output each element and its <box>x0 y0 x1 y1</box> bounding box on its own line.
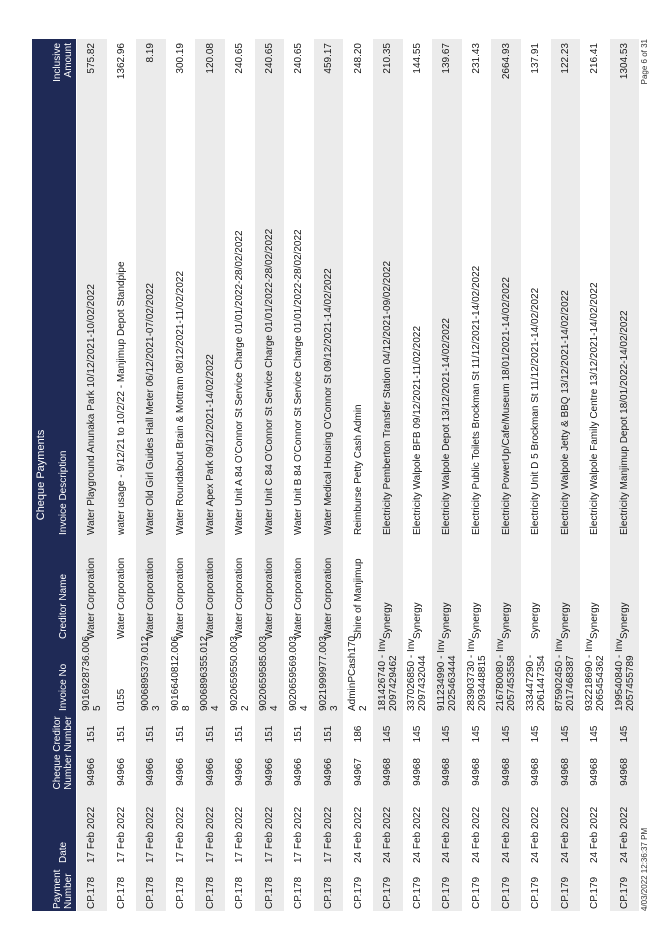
creditor-name-cell: Synergy <box>471 602 483 639</box>
inclusive-amount-cell: 248.20 <box>352 43 364 74</box>
invoice-no-line: 3 <box>150 705 162 711</box>
invoice-no-cell <box>343 635 373 711</box>
creditor-name-cell: Water Corporation <box>86 557 98 639</box>
header-payment-number: Payment Number <box>52 869 74 909</box>
cheque-number-cell: 94968 <box>411 758 423 786</box>
cheque-number-cell: 94966 <box>323 758 335 786</box>
header-cheque-number: Cheque Number <box>52 754 74 790</box>
date-cell: 24 Feb 2022 <box>500 806 512 863</box>
table-row <box>107 39 137 911</box>
invoice-no-cell <box>107 641 137 711</box>
payment-number-cell: CP.179 <box>352 876 364 909</box>
invoice-no-cell <box>462 638 492 711</box>
creditor-number-cell: 186 <box>352 725 364 743</box>
inclusive-amount-cell: 8.19 <box>145 43 157 63</box>
cheque-number-cell: 94968 <box>559 758 571 786</box>
invoice-no-line: 2093448815 <box>476 655 488 711</box>
invoice-description-cell: Water Roundabout Brain & Mottram 08/12/2021-11/02/2022 <box>175 270 187 535</box>
invoice-description-cell: Electricity PowerUp/Cafe/Museum 18/01/2021-14/02/2022 <box>500 277 512 535</box>
inclusive-amount-cell: 2664.93 <box>500 43 512 80</box>
invoice-description-cell: Water Unit B 84 O'Connor St Service Charge 01/01/2022-28/02/2022 <box>293 229 305 535</box>
invoice-no-cell <box>284 635 314 711</box>
creditor-name-cell: Synergy <box>619 602 631 639</box>
header-creditor-number: Creditor Number <box>52 716 74 752</box>
invoice-description-cell: Water Medical Housing O'Connor St 09/12/2021-14/02/2022 <box>323 268 335 535</box>
inclusive-amount-cell: 300.19 <box>175 43 187 74</box>
payment-number-cell: CP.178 <box>175 876 187 909</box>
invoice-description-cell: water usage - 9/12/21 to 10/2/22 - Manjimup Depot Standpipe <box>115 261 127 535</box>
invoice-no-line: 9006895379.012 <box>139 635 151 711</box>
payment-number-cell: CP.178 <box>86 876 98 909</box>
date-cell: 17 Feb 2022 <box>145 806 157 863</box>
invoice-no-line: 9020659550.003 <box>228 635 240 711</box>
cheque-number-cell: 94966 <box>86 758 98 786</box>
invoice-description-cell: Electricity Pemberton Transfer Station 04/12/2021-09/02/2022 <box>382 260 394 535</box>
date-cell: 17 Feb 2022 <box>234 806 246 863</box>
creditor-name-cell: Synergy <box>500 602 512 639</box>
creditor-name-cell: Synergy <box>530 602 542 639</box>
invoice-no-line: 2057453558 <box>506 655 518 711</box>
date-cell: 24 Feb 2022 <box>559 806 571 863</box>
invoice-no-line: 875902450 - Inv <box>554 638 566 711</box>
invoice-description-cell: Electricity Public Toilets Brockman St 11/12/2021-14/02/2022 <box>471 265 483 535</box>
inclusive-amount-cell: 216.41 <box>589 43 601 74</box>
cheque-number-cell: 94966 <box>234 758 246 786</box>
footer-page-number: Page 6 of 31 <box>640 39 649 85</box>
table-row <box>432 39 462 911</box>
inclusive-amount-cell: 459.17 <box>323 43 335 74</box>
table-header <box>50 39 76 911</box>
payment-number-cell: CP.179 <box>441 876 453 909</box>
creditor-number-cell: 145 <box>619 725 631 743</box>
invoice-no-cell <box>432 641 462 711</box>
creditor-number-cell: 151 <box>234 725 246 743</box>
creditor-name-cell: Water Corporation <box>145 557 157 639</box>
invoice-no-cell <box>225 635 255 711</box>
date-cell: 17 Feb 2022 <box>293 806 305 863</box>
invoice-no-line: 199540840 - Inv <box>613 638 625 711</box>
invoice-no-line: 0155 <box>115 688 127 711</box>
cheque-number-cell: 94968 <box>471 758 483 786</box>
invoice-no-line: 932218690 - Inv <box>583 638 595 711</box>
inclusive-amount-cell: 1362.96 <box>115 43 127 80</box>
invoice-no-line: 2097432044 <box>417 655 429 711</box>
creditor-number-cell: 145 <box>441 725 453 743</box>
payment-number-cell: CP.178 <box>145 876 157 909</box>
invoice-no-line: 4 <box>298 705 310 711</box>
creditor-name-cell: Synergy <box>589 602 601 639</box>
payment-number-cell: CP.179 <box>619 876 631 909</box>
invoice-description-cell: Electricity Walpole BFB 09/12/2021-11/02/2022 <box>411 325 423 535</box>
invoice-description-cell: Water Unit A 84 O'Connor St Service Charge 01/01/2022-28/02/2022 <box>234 230 246 535</box>
invoice-description-cell: Electricity Walpole Depot 13/12/2021-14/02/2022 <box>441 318 453 535</box>
invoice-no-cell <box>521 641 551 711</box>
invoice-description-cell: Electricity Manjimup Depot 18/01/2022-14/02/2022 <box>619 310 631 535</box>
invoice-no-line: 9016640812.006 <box>169 635 181 711</box>
payment-number-cell: CP.179 <box>500 876 512 909</box>
creditor-name-cell: Synergy <box>441 602 453 639</box>
creditor-name-cell: Synergy <box>559 602 571 639</box>
invoice-no-line: 2 <box>358 705 370 711</box>
cheque-number-cell: 94967 <box>352 758 364 786</box>
payment-number-cell: CP.178 <box>293 876 305 909</box>
invoice-no-line: 2061447354 <box>535 655 547 711</box>
payment-number-cell: CP.178 <box>323 876 335 909</box>
invoice-description-cell: Water Playground Anunaka Park 10/12/2021-10/02/2022 <box>86 284 98 535</box>
table-row <box>551 39 581 911</box>
invoice-no-cell <box>373 638 403 711</box>
invoice-description-cell: Water Unit C 84 O'Connor St Service Charge 01/01/2022-28/02/2022 <box>263 228 275 535</box>
creditor-name-cell: Water Corporation <box>234 557 246 639</box>
invoice-no-cell <box>403 638 433 711</box>
invoice-description-cell: Electricity Unit D 5 Brockman St 11/12/2021-14/02/2022 <box>530 287 542 535</box>
inclusive-amount-cell: 139.67 <box>441 43 453 74</box>
invoice-no-cell <box>136 635 166 711</box>
payment-number-cell: CP.179 <box>530 876 542 909</box>
creditor-number-cell: 151 <box>293 725 305 743</box>
creditor-number-cell: 145 <box>589 725 601 743</box>
invoice-no-cell <box>166 635 196 711</box>
creditor-number-cell: 145 <box>411 725 423 743</box>
footer-timestamp: 4/03/2022 12:36:37 PM <box>640 827 649 911</box>
invoice-description-cell: Water Old Girl Guides Hall Meter 06/12/2021-07/02/2022 <box>145 283 157 535</box>
invoice-no-line: 5 <box>91 705 103 711</box>
creditor-name-cell: Water Corporation <box>323 557 335 639</box>
invoice-no-cell <box>610 638 640 711</box>
table-row <box>373 39 403 911</box>
cheque-number-cell: 94966 <box>115 758 127 786</box>
header-invoice-no: Invoice No <box>57 663 69 711</box>
payment-number-cell: CP.178 <box>234 876 246 909</box>
payment-number-cell: CP.178 <box>204 876 216 909</box>
cheque-number-cell: 94966 <box>175 758 187 786</box>
creditor-number-cell: 151 <box>323 725 335 743</box>
inclusive-amount-cell: 240.65 <box>293 43 305 74</box>
cheque-number-cell: 94966 <box>145 758 157 786</box>
invoice-no-line: 9020659585.003 <box>258 635 270 711</box>
date-cell: 17 Feb 2022 <box>115 806 127 863</box>
date-cell: 24 Feb 2022 <box>589 806 601 863</box>
invoice-no-cell <box>314 635 344 711</box>
invoice-no-line: 2057455789 <box>624 655 636 711</box>
creditor-name-cell: Water Corporation <box>204 557 216 639</box>
table-row <box>77 39 107 911</box>
inclusive-amount-cell: 144.55 <box>411 43 423 74</box>
invoice-no-cell <box>255 635 285 711</box>
table-row <box>166 39 196 911</box>
date-cell: 24 Feb 2022 <box>382 806 394 863</box>
table-row <box>255 39 285 911</box>
cheque-number-cell: 94968 <box>589 758 601 786</box>
table-row <box>610 39 640 911</box>
invoice-no-line: AdminPCash170 <box>347 635 359 711</box>
invoice-no-line: 9021999977.003 <box>317 635 329 711</box>
invoice-no-line: 2025463444 <box>446 655 458 711</box>
inclusive-amount-cell: 210.35 <box>382 43 394 74</box>
table-row <box>343 39 373 911</box>
date-cell: 17 Feb 2022 <box>175 806 187 863</box>
creditor-number-cell: 145 <box>471 725 483 743</box>
creditor-number-cell: 151 <box>86 725 98 743</box>
date-cell: 24 Feb 2022 <box>471 806 483 863</box>
invoice-no-line: 283903730 - Inv <box>465 638 477 711</box>
table-row <box>195 39 225 911</box>
creditor-number-cell: 151 <box>263 725 275 743</box>
creditor-number-cell: 151 <box>175 725 187 743</box>
creditor-name-cell: Water Corporation <box>115 557 127 639</box>
date-cell: 24 Feb 2022 <box>411 806 423 863</box>
invoice-no-line: 216780080 - Inv <box>495 638 507 711</box>
invoice-no-line: 9006896355.012 <box>199 635 211 711</box>
cheque-number-cell: 94968 <box>619 758 631 786</box>
invoice-no-cell <box>195 635 225 711</box>
inclusive-amount-cell: 120.08 <box>204 43 216 74</box>
date-cell: 17 Feb 2022 <box>263 806 275 863</box>
cheque-number-cell: 94966 <box>204 758 216 786</box>
date-cell: 17 Feb 2022 <box>86 806 98 863</box>
invoice-no-cell <box>77 635 107 711</box>
creditor-name-cell: Synergy <box>382 602 394 639</box>
creditor-name-cell: Water Corporation <box>293 557 305 639</box>
invoice-no-line: 181426740 - Inv <box>376 638 388 711</box>
creditor-name-cell: Synergy <box>411 602 423 639</box>
cheque-number-cell: 94966 <box>293 758 305 786</box>
invoice-description-cell: Water Apex Park 09/12/2021-14/02/2022 <box>204 354 216 535</box>
cheque-number-cell: 94968 <box>530 758 542 786</box>
inclusive-amount-cell: 231.43 <box>471 43 483 74</box>
cheque-number-cell: 94966 <box>263 758 275 786</box>
cheque-number-cell: 94968 <box>500 758 512 786</box>
table-row <box>491 39 521 911</box>
invoice-no-line: 4 <box>269 705 281 711</box>
header-invoice-description: Invoice Description <box>57 450 69 535</box>
creditor-name-cell: Water Corporation <box>175 557 187 639</box>
invoice-no-cell <box>491 638 521 711</box>
creditor-name-cell: Shire of Manjimup <box>352 558 364 639</box>
payment-number-cell: CP.178 <box>115 876 127 909</box>
table-row <box>403 39 433 911</box>
table-row <box>284 39 314 911</box>
invoice-no-line: 3 <box>328 705 340 711</box>
table-row <box>225 39 255 911</box>
invoice-no-line: 2 <box>239 705 251 711</box>
cheque-number-cell: 94968 <box>382 758 394 786</box>
invoice-no-line: 4 <box>210 705 222 711</box>
inclusive-amount-cell: 122.23 <box>559 43 571 74</box>
table-row <box>580 39 610 911</box>
report-title: Cheque Payments <box>32 39 50 911</box>
header-inclusive-amount: Inclusive Amount <box>52 43 74 82</box>
inclusive-amount-cell: 137.91 <box>530 43 542 74</box>
invoice-no-line: 2065454362 <box>594 655 606 711</box>
creditor-number-cell: 145 <box>559 725 571 743</box>
creditor-number-cell: 145 <box>382 725 394 743</box>
creditor-number-cell: 145 <box>530 725 542 743</box>
payment-number-cell: CP.178 <box>263 876 275 909</box>
invoice-description-cell: Electricity Walpole Family Centre 13/12/2021-14/02/2022 <box>589 282 601 535</box>
payment-number-cell: CP.179 <box>382 876 394 909</box>
invoice-no-line: 337026850 - Inv <box>406 638 418 711</box>
date-cell: 24 Feb 2022 <box>352 806 364 863</box>
payment-number-cell: CP.179 <box>411 876 423 909</box>
table-row <box>314 39 344 911</box>
date-cell: 24 Feb 2022 <box>619 806 631 863</box>
inclusive-amount-cell: 240.65 <box>263 43 275 74</box>
payment-number-cell: CP.179 <box>471 876 483 909</box>
cheque-number-cell: 94968 <box>441 758 453 786</box>
date-cell: 24 Feb 2022 <box>530 806 542 863</box>
creditor-number-cell: 145 <box>500 725 512 743</box>
invoice-no-line: 9016928736.006 <box>80 635 92 711</box>
date-cell: 17 Feb 2022 <box>204 806 216 863</box>
header-date: Date <box>57 841 69 863</box>
payment-number-cell: CP.179 <box>589 876 601 909</box>
creditor-name-cell: Water Corporation <box>263 557 275 639</box>
date-cell: 24 Feb 2022 <box>441 806 453 863</box>
invoice-no-line: 9020659569.003 <box>287 635 299 711</box>
table-row <box>521 39 551 911</box>
invoice-no-cell <box>580 638 610 711</box>
invoice-description-cell: Reimburse Petty Cash Admin <box>352 404 364 535</box>
invoice-no-line: 2097429462 <box>387 655 399 711</box>
creditor-number-cell: 151 <box>115 725 127 743</box>
invoice-description-cell: Electricity Walpole Jetty & BBQ 13/12/2021-14/02/2022 <box>559 290 571 535</box>
inclusive-amount-cell: 240.65 <box>234 43 246 74</box>
invoice-no-line: 911234990 - Inv <box>435 639 447 711</box>
header-creditor-name: Creditor Name <box>57 573 69 639</box>
inclusive-amount-cell: 1304.53 <box>619 43 631 80</box>
payment-number-cell: CP.179 <box>559 876 571 909</box>
table-row <box>462 39 492 911</box>
inclusive-amount-cell: 575.82 <box>86 43 98 74</box>
creditor-number-cell: 151 <box>204 725 216 743</box>
invoice-no-line: 333447290 - <box>524 654 536 711</box>
creditor-number-cell: 151 <box>145 725 157 743</box>
table-row <box>136 39 166 911</box>
date-cell: 17 Feb 2022 <box>323 806 335 863</box>
invoice-no-cell <box>551 638 581 711</box>
invoice-no-line: 8 <box>180 705 192 711</box>
invoice-no-line: 2017468387 <box>565 655 577 711</box>
